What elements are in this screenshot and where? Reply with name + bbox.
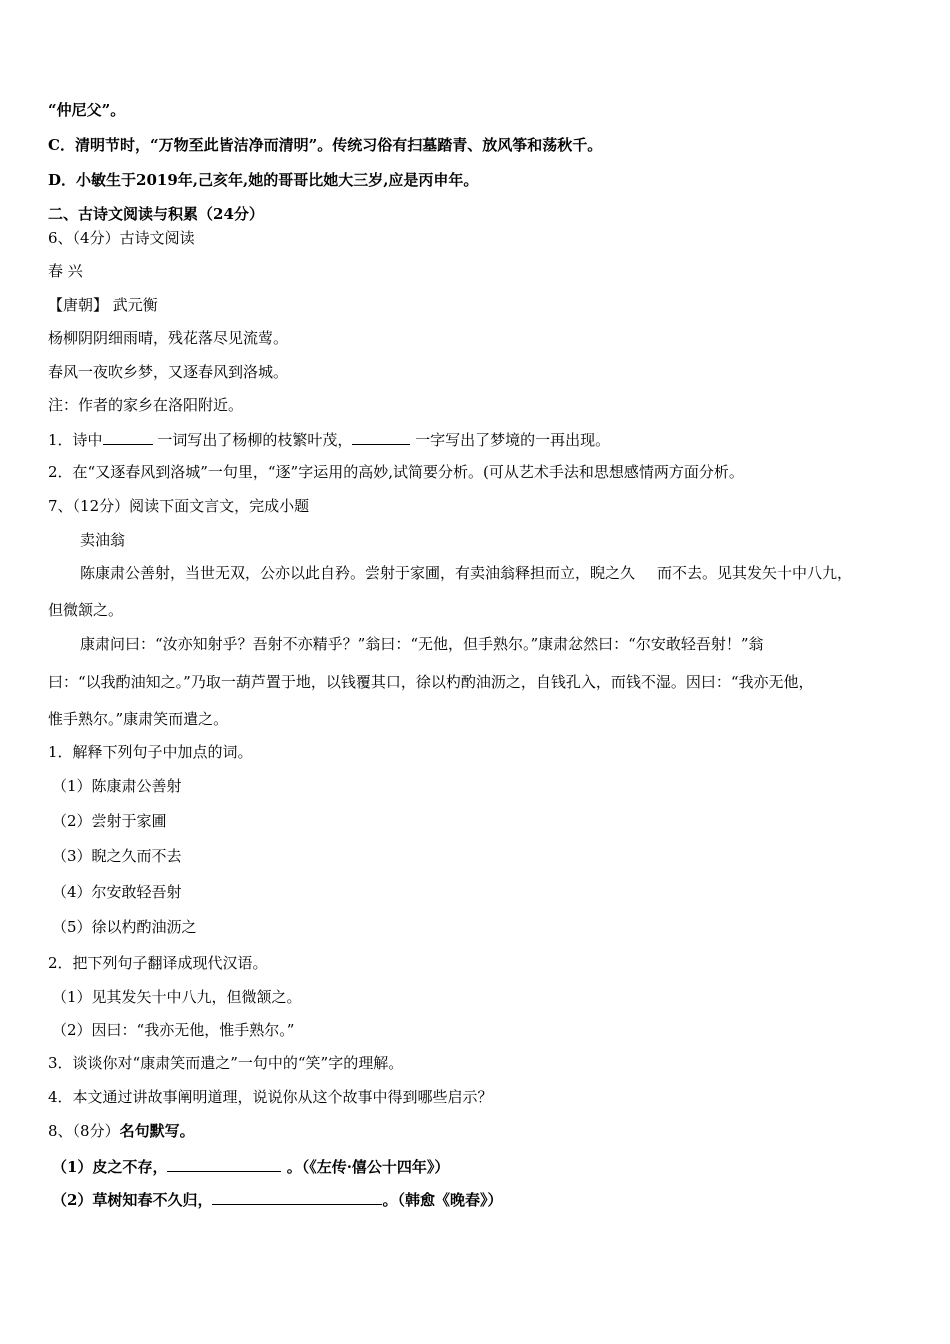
option-d: D．小敏生于2019年,己亥年,她的哥哥比她大三岁,应是丙申年。 — [48, 171, 479, 189]
option-b-tail: “仲尼父”。 — [48, 101, 126, 119]
q8-item-2-text-b: 。（韩愈《晚春》） — [382, 1191, 503, 1209]
para-1-line-2: 但微颔之。 — [48, 601, 124, 619]
para-2-line-2: 曰：“以我酌油知之。”乃取一葫芦置于地，以钱覆其口，徐以杓酌油沥之，自钱孔入，而钱不湿。因曰：“我亦无他， — [48, 673, 814, 691]
poem-line-2: 春风一夜吹乡梦，又逐春风到洛城。 — [48, 363, 289, 381]
q6-title: 6、（4分）古诗文阅读 — [48, 229, 195, 247]
q6-sub-1-text-b: 一词写出了杨柳的枝繁叶茂， — [157, 431, 353, 449]
q7-sub-1-item: （1）陈康肃公善射 — [52, 777, 182, 795]
q8-item-2 — [52, 1188, 914, 1210]
q8-title-text: 名句默写。 — [119, 1122, 195, 1140]
para-1-line-1 — [80, 563, 914, 583]
text-title: 卖油翁 — [80, 531, 126, 549]
q8-item-1-text-b: 。（《左传·僖公十四年》） — [286, 1158, 450, 1176]
option-c: C．清明节时，“万物至此皆洁净而清明”。传统习俗有扫墓踏青、放风筝和荡秋千。 — [48, 136, 603, 154]
q8-title-score: 8、（8分） — [48, 1122, 120, 1140]
para-2-line-3: 惟手熟尔。”康肃笑而遣之。 — [48, 710, 229, 728]
q7-sub-1: 1．解释下列句子中加点的词。 — [48, 743, 253, 761]
poem-line-1: 杨柳阴阴细雨晴，残花落尽见流莺。 — [48, 329, 289, 347]
q7-sub-4: 4．本文通过讲故事阐明道理，说说你从这个故事中得到哪些启示？ — [48, 1088, 493, 1106]
answer-blank[interactable] — [167, 1155, 281, 1172]
para-1-text-b: 而不去。见其发矢十中八九， — [657, 564, 853, 582]
q7-sub-3: 3．谈谈你对“康肃笑而遣之”一句中的“笑”字的理解。 — [48, 1054, 404, 1072]
q7-sub-1-item: （3）睨之久而不去 — [52, 847, 182, 865]
q7-sub-1-item: （5）徐以杓酌油沥之 — [52, 918, 197, 936]
poem-title: 春 兴 — [48, 262, 83, 280]
q7-sub-2-item: （1）见其发矢十中八九，但微颔之。 — [52, 988, 302, 1006]
q6-sub-2: 2．在“又逐春风到洛城”一句里，“逐”字运用的高妙,试简要分析。(可从艺术手法和思想感情两方面分析。 — [48, 463, 744, 481]
answer-blank[interactable] — [212, 1188, 382, 1205]
section-heading: 二、古诗文阅读与积累（24分） — [48, 205, 264, 223]
q7-sub-2: 2．把下列句子翻译成现代汉语。 — [48, 954, 268, 972]
q7-title: 7、（12分）阅读下面文言文，完成小题 — [48, 497, 310, 515]
poem-author: 【唐朝】 武元衡 — [48, 296, 158, 314]
q7-sub-2-item: （2）因曰：“我亦无他，惟手熟尔。” — [52, 1021, 295, 1039]
answer-blank[interactable] — [352, 428, 410, 445]
q6-sub-1-text-a: 1．诗中 — [48, 431, 103, 449]
para-2-line-1: 康肃问曰：“汝亦知射乎？吾射不亦精乎？”翁曰：“无他，但手熟尔。”康肃忿然曰：“尔安敢轻吾射！”翁 — [80, 635, 764, 653]
para-1-text-a: 陈康肃公善射，当世无双，公亦以此自矜。尝射于家圃，有卖油翁释担而立，睨之久 — [80, 564, 636, 582]
q8-item-1-text-a: （1）皮之不存， — [52, 1158, 168, 1176]
q6-sub-1 — [48, 428, 914, 450]
poem-note: 注：作者的家乡在洛阳附近。 — [48, 396, 244, 414]
q8-title — [48, 1121, 914, 1141]
answer-blank[interactable] — [103, 428, 153, 445]
q8-item-2-text-a: （2）草树知春不久归， — [52, 1191, 213, 1209]
q8-item-1 — [52, 1155, 914, 1177]
q6-sub-1-text-c: 一字写出了梦境的一再出现。 — [415, 431, 611, 449]
q7-sub-1-item: （4）尔安敢轻吾射 — [52, 883, 182, 901]
q7-sub-1-item: （2）尝射于家圃 — [52, 812, 167, 830]
